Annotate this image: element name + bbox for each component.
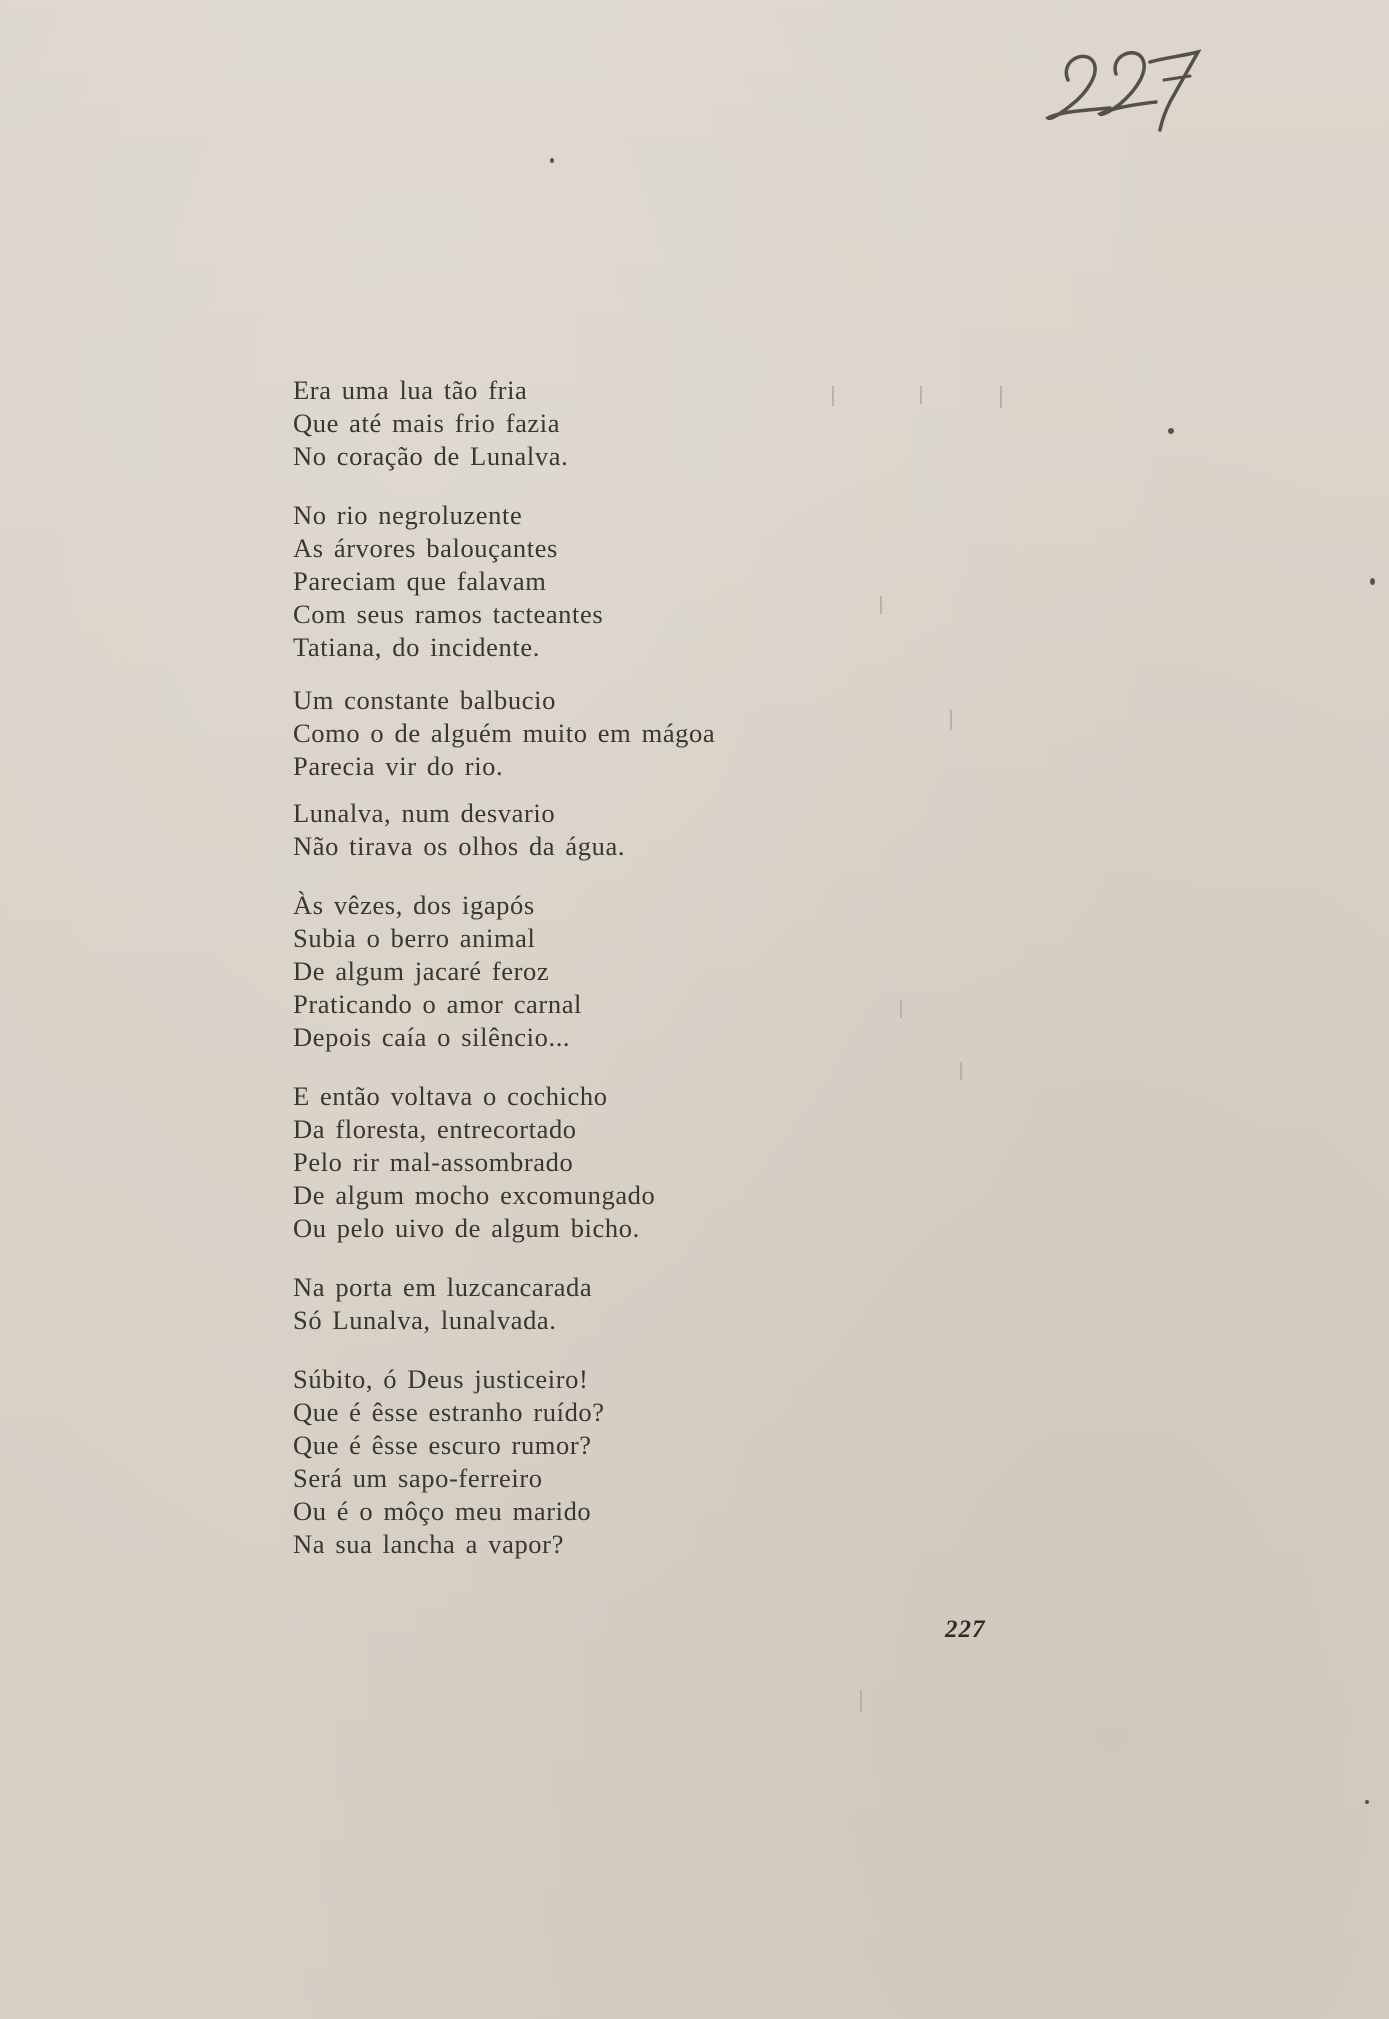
poem-line: Na porta em luzcancarada (293, 1272, 593, 1302)
poem-line: Às vêzes, dos igapós (293, 890, 535, 920)
poem (293, 374, 893, 1561)
poem-line: Que até mais frio fazia (293, 408, 561, 438)
poem-line: Como o de alguém muito em mágoa (293, 718, 716, 748)
poem-line: No rio negroluzente (293, 500, 523, 530)
poem-line: Um constante balbucio (293, 685, 556, 715)
show-through-mark (960, 1062, 962, 1080)
poem-line: No coração de Lunalva. (293, 441, 569, 471)
poem-line: E então voltava o cochicho (293, 1081, 608, 1111)
poem-line: Ou é o môço meu marido (293, 1496, 592, 1526)
stanza-6 (293, 1080, 893, 1245)
stanza-3 (293, 684, 893, 783)
poem-line: Pelo rir mal-assombrado (293, 1147, 574, 1177)
poem-line: Na sua lancha a vapor? (293, 1529, 564, 1559)
poem-line: Lunalva, num desvario (293, 798, 556, 828)
poem-line: Subia o berro animal (293, 923, 536, 953)
poem-line: Súbito, ó Deus justiceiro! (293, 1364, 589, 1394)
stanza-7 (293, 1271, 893, 1337)
poem-line: Que é êsse estranho ruído? (293, 1397, 605, 1427)
poem-line: De algum mocho excomungado (293, 1180, 656, 1210)
poem-line: Com seus ramos tacteantes (293, 599, 604, 629)
stanza-2 (293, 499, 893, 664)
poem-line: Só Lunalva, lunalvada. (293, 1305, 557, 1335)
poem-line: Tatiana, do incidente. (293, 632, 540, 662)
show-through-mark (900, 1000, 902, 1018)
poem-line: Será um sapo-ferreiro (293, 1463, 543, 1493)
poem-line: Depois caía o silêncio... (293, 1022, 571, 1052)
paper-speck (1370, 578, 1375, 585)
show-through-mark (832, 386, 834, 406)
show-through-mark (860, 1690, 862, 1712)
poem-line: Praticando o amor carnal (293, 989, 583, 1019)
poem-line: Ou pelo uivo de algum bicho. (293, 1213, 640, 1243)
show-through-mark (950, 710, 952, 730)
poem-line: Parecia vir do rio. (293, 751, 504, 781)
poem-line: De algum jacaré feroz (293, 956, 550, 986)
poem-line: Não tirava os olhos da água. (293, 831, 626, 861)
show-through-mark (1000, 386, 1002, 408)
handwritten-folio-number (1030, 22, 1230, 142)
poem-line: As árvores balouçantes (293, 533, 558, 563)
poem-line: Pareciam que falavam (293, 566, 547, 596)
stanza-5 (293, 889, 893, 1054)
stanza-1 (293, 374, 893, 473)
poem-line: Que é êsse escuro rumor? (293, 1430, 592, 1460)
show-through-mark (920, 386, 922, 404)
stanza-8 (293, 1363, 893, 1561)
page-number: 227 (945, 1616, 986, 1643)
poem-line: Era uma lua tão fria (293, 375, 528, 405)
show-through-mark (880, 596, 882, 614)
poem-line: Da floresta, entrecortado (293, 1114, 577, 1144)
stanza-4 (293, 797, 893, 863)
paper-speck (1168, 428, 1174, 434)
paper-speck (550, 158, 554, 163)
paper-speck (1365, 1800, 1369, 1804)
